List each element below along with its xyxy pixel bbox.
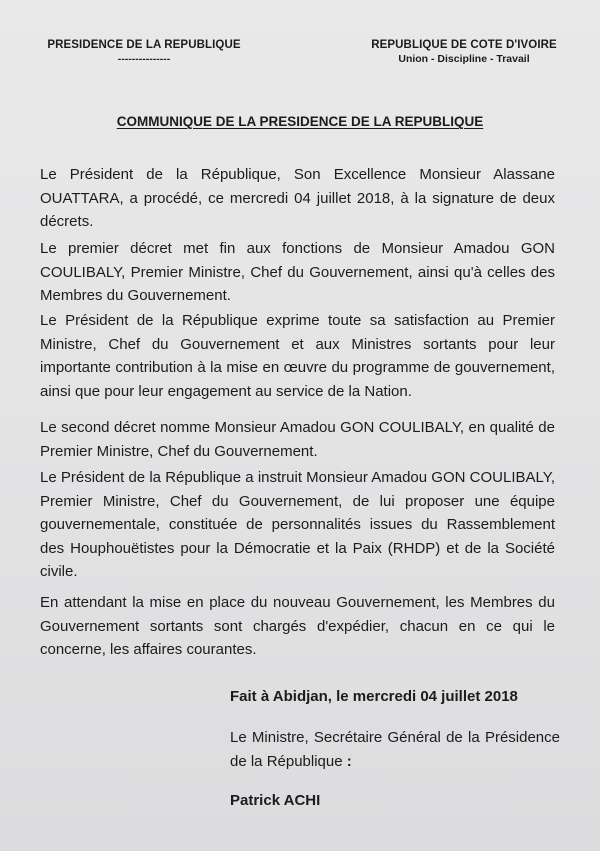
paragraph-4: Le second décret nomme Monsieur Amadou GON COULIBALY, en qualité de Premier Ministre, Chef du Gouvernement. xyxy=(40,419,555,460)
issuer-separator: --------------- xyxy=(117,53,171,65)
paragraph-6: En attendant la mise en place du nouveau Gouvernement, les Membres du Gouvernement sortants sont chargés d'expédier, chacun en ce qui le concerne, les affaires courantes. xyxy=(40,594,555,658)
country-title: REPUBLIQUE DE COTE D'IVOIRE xyxy=(371,39,557,51)
header-left xyxy=(44,38,244,66)
signatory-title xyxy=(230,726,560,774)
paragraph-1: Le Président de la République, Son Excellence Monsieur Alassane OUATTARA, a procédé, ce mercredi 04 juillet 2018, à la signature de deux décrets. xyxy=(40,166,555,230)
header-right xyxy=(358,38,570,66)
signatory-title-colon: : xyxy=(342,753,352,770)
paragraph-5: Le Président de la République a instruit Monsieur Amadou GON COULIBALY, Premier Ministre, Chef du Gouvernement, de lui proposer une équipe gouvernementale, constituée de personnalités issues du Rassemblement des Houphouëtistes pour la Démocratie et la Paix (RHDP) et de la Société civile. xyxy=(40,469,555,580)
issuer-title: PRESIDENCE DE LA REPUBLIQUE xyxy=(47,39,241,51)
signatory-title-text: Le Ministre, Secrétaire Général de la Présidence de la République xyxy=(230,729,560,770)
place-and-date: Fait à Abidjan, le mercredi 04 juillet 2018 xyxy=(230,688,518,705)
national-motto: Union - Discipline - Travail xyxy=(398,53,530,65)
paragraph-2: Le premier décret met fin aux fonctions de Monsieur Amadou GON COULIBALY, Premier Ministre, Chef du Gouvernement, ainsi qu'à celles des Membres du Gouvernement. xyxy=(40,240,555,304)
signatory-name: Patrick ACHI xyxy=(230,792,321,809)
paragraph-3: Le Président de la République exprime toute sa satisfaction au Premier Ministre, Chef du Gouvernement et aux Ministres sortants pour leur importante contribution à la mise en œuvre du programme de gouvernement, ainsi que pour leur engagement au service de la Nation. xyxy=(40,312,555,400)
document-title: COMMUNIQUE DE LA PRESIDENCE DE LA REPUBLIQUE xyxy=(116,114,484,129)
